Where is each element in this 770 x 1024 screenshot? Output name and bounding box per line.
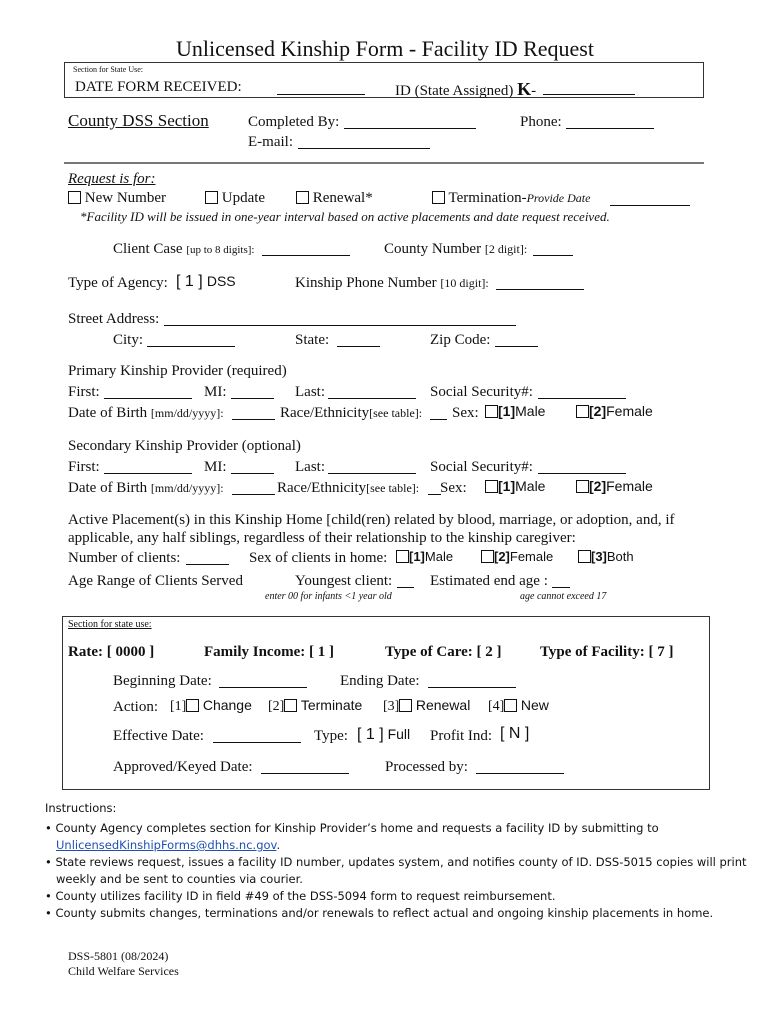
email-link[interactable]: UnlicensedKinshipForms@dhhs.nc.gov	[56, 838, 277, 852]
secondary-heading: Secondary Kinship Provider (optional)	[68, 438, 301, 454]
secondary-dob-hint: [mm/dd/yyyy]:	[150, 481, 224, 495]
secondary-first-label: First:	[68, 459, 100, 475]
processed-label: Processed by:	[385, 759, 468, 775]
instruction-2: • State reviews request, issues a facility ID number, updates system, and notifies county of ID. DSS-5015 copies will print	[45, 855, 747, 869]
sex-clients-label: Sex of clients in home:	[249, 550, 388, 566]
new-number-label: New Number	[84, 190, 166, 206]
clients-both-label: Both	[606, 549, 634, 564]
action-change-checkbox[interactable]	[186, 699, 199, 712]
county-dss-heading: County DSS Section	[68, 111, 209, 130]
new-number-checkbox[interactable]	[68, 191, 81, 204]
type-code: [ 1 ]	[357, 726, 384, 743]
provide-date-hint: Provide Date	[526, 191, 591, 205]
divider	[64, 162, 704, 164]
state-field[interactable]	[337, 333, 380, 347]
clients-male-label: Male	[424, 549, 454, 564]
bullet: •	[45, 855, 52, 869]
action-terminate-checkbox[interactable]	[284, 699, 297, 712]
primary-last-field[interactable]	[328, 385, 416, 399]
age-note: age cannot exceed 17	[520, 591, 607, 602]
age-range-label: Age Range of Clients Served	[68, 573, 243, 589]
est-end-label: Estimated end age :	[430, 573, 548, 589]
clients-female-checkbox[interactable]	[481, 550, 494, 563]
primary-first-label: First:	[68, 384, 100, 400]
begin-date-field[interactable]	[219, 674, 307, 688]
email-field[interactable]	[298, 135, 430, 149]
bullet: •	[45, 906, 52, 920]
primary-ssn-field[interactable]	[538, 385, 626, 399]
placements-line1: Active Placement(s) in this Kinship Home [child(ren) related by blood, marriage, or adoption, and, if	[68, 512, 675, 528]
state-use-heading: Section for state use:	[68, 619, 152, 630]
secondary-dob-field[interactable]	[232, 481, 275, 495]
action-change-label: Change	[202, 697, 252, 713]
primary-race-hint: [see table]:	[369, 406, 423, 420]
secondary-sex-label: Sex:	[440, 480, 467, 496]
agency-code: [ 1 ]	[176, 273, 203, 290]
end-date-label: Ending Date:	[340, 673, 420, 689]
rate: Rate: [ 0000 ]	[68, 644, 155, 660]
termination-label: Termination-	[448, 190, 527, 206]
primary-female-checkbox[interactable]	[576, 405, 589, 418]
primary-mi-field[interactable]	[231, 385, 274, 399]
action-label: Action:	[113, 699, 158, 715]
street-label: Street Address:	[68, 311, 160, 327]
secondary-female-checkbox[interactable]	[576, 480, 589, 493]
primary-sex-label: Sex:	[452, 405, 479, 421]
clients-both-checkbox[interactable]	[578, 550, 591, 563]
primary-female-label: Female	[606, 403, 653, 419]
secondary-ssn-label: Social Security#:	[430, 459, 533, 475]
secondary-first-field[interactable]	[104, 460, 192, 474]
request-note: *Facility ID will be issued in one-year interval based on active placements and date request received.	[80, 209, 610, 224]
renewal-checkbox[interactable]	[296, 191, 309, 204]
clients-female-label: Female	[509, 549, 554, 564]
termination-checkbox[interactable]	[432, 191, 445, 204]
primary-male-label: Male	[515, 403, 546, 419]
profit-value: [ N ]	[500, 725, 530, 742]
kinship-phone-label: Kinship Phone Number	[295, 275, 437, 291]
action-renewal-label: Renewal	[415, 697, 471, 713]
approved-field[interactable]	[261, 760, 349, 774]
primary-dob-label: Date of Birth	[68, 405, 148, 421]
processed-field[interactable]	[476, 760, 564, 774]
id-label: ID (State Assigned) K-	[395, 79, 537, 99]
end-date-field[interactable]	[428, 674, 516, 688]
action-new-label: New	[520, 697, 549, 713]
county-number-label: County Number	[384, 241, 482, 257]
effective-date-field[interactable]	[213, 729, 301, 743]
renewal-label: Renewal*	[312, 190, 373, 206]
client-case-field[interactable]	[262, 242, 350, 256]
primary-male-checkbox[interactable]	[485, 405, 498, 418]
secondary-male-label: Male	[515, 478, 546, 494]
bullet: •	[45, 821, 52, 835]
est-end-field[interactable]	[552, 574, 570, 588]
primary-ssn-label: Social Security#:	[430, 384, 533, 400]
action-renewal-checkbox[interactable]	[399, 699, 412, 712]
secondary-male-checkbox[interactable]	[485, 480, 498, 493]
city-field[interactable]	[147, 333, 235, 347]
request-heading: Request is for:	[68, 171, 156, 187]
secondary-race-label: Race/Ethnicity	[277, 480, 367, 496]
type-label: Type:	[314, 728, 348, 744]
date-received-field[interactable]	[277, 81, 365, 95]
client-case-label: Client Case	[113, 241, 183, 257]
instructions-list: • County Agency completes section for Kinship Provider’s home and requests a facility ID by submitting to UnlicensedKinshipForms@dhhs.nc.gov. • State reviews request, issues a facility ID number, updates system, and notifies county of ID. DSS-5015 copies will print weekly and be sent to counties via courier. • County utilizes facility ID in field #49 of the DSS-5094 form to request reimbursement. • County submits changes, terminations and/or renewals to reflect actual and ongoing kinship placements in home.	[45, 821, 747, 920]
city-label: City:	[113, 332, 144, 348]
state-use-top-box	[64, 62, 704, 98]
type-of-care: Type of Care: [ 2 ]	[385, 644, 502, 660]
kinship-phone-field[interactable]	[496, 276, 584, 290]
primary-dob-hint: [mm/dd/yyyy]:	[150, 406, 224, 420]
county-number-hint: [2 digit]:	[484, 242, 528, 256]
zip-field[interactable]	[495, 333, 538, 347]
department: Child Welfare Services	[68, 964, 179, 978]
street-field[interactable]	[164, 312, 516, 326]
county-number-field[interactable]	[533, 242, 573, 256]
secondary-female-label: Female	[606, 478, 653, 494]
termination-date-field[interactable]	[610, 192, 690, 206]
infant-note: enter 00 for infants <1 year old	[265, 591, 392, 602]
num-clients-field[interactable]	[186, 551, 229, 565]
facility-id-field[interactable]	[543, 81, 635, 95]
instruction-4: • County submits changes, terminations and/or renewals to reflect actual and ongoing kinship placements in home.	[45, 906, 714, 920]
effective-date-label: Effective Date:	[113, 728, 204, 744]
primary-race-label: Race/Ethnicity	[280, 405, 370, 421]
secondary-race-hint: [see table]:	[366, 481, 420, 495]
secondary-mi-label: MI:	[204, 459, 227, 475]
secondary-ssn-field[interactable]	[538, 460, 626, 474]
kinship-phone-hint: [10 digit]:	[440, 276, 489, 290]
type-of-facility: Type of Facility: [ 7 ]	[540, 644, 674, 660]
agency-label: Type of Agency:	[68, 275, 168, 291]
completed-by-label: Completed By:	[248, 114, 340, 130]
zip-label: Zip Code:	[430, 332, 491, 348]
agency-value: DSS	[206, 273, 236, 289]
secondary-last-field[interactable]	[328, 460, 416, 474]
phone-label: Phone:	[520, 114, 562, 130]
action-terminate-label: Terminate	[300, 697, 363, 713]
update-checkbox[interactable]	[205, 191, 218, 204]
youngest-label: Youngest client:	[295, 573, 393, 589]
num-clients-label: Number of clients:	[68, 550, 181, 566]
action-new-checkbox[interactable]	[504, 699, 517, 712]
type-full: Full	[387, 726, 411, 742]
primary-race-field[interactable]	[430, 406, 447, 420]
family-income: Family Income: [ 1 ]	[204, 644, 334, 660]
form-number: DSS-5801 (08/2024)	[68, 949, 169, 963]
primary-first-field[interactable]	[104, 385, 192, 399]
approved-label: Approved/Keyed Date:	[113, 759, 253, 775]
profit-label: Profit Ind:	[430, 728, 493, 744]
placements-line2: applicable, any half siblings, regardless of their relationship to the kinship caregiver:	[68, 530, 576, 546]
begin-date-label: Beginning Date:	[113, 673, 212, 689]
update-label: Update	[221, 190, 266, 206]
secondary-mi-field[interactable]	[231, 460, 274, 474]
primary-heading: Primary Kinship Provider (required)	[68, 363, 287, 379]
clients-male-checkbox[interactable]	[396, 550, 409, 563]
id-prefix: K	[517, 79, 532, 99]
phone-field[interactable]	[566, 115, 654, 129]
client-case-hint: [up to 8 digits]:	[186, 244, 255, 256]
page-title: Unlicensed Kinship Form - Facility ID Request	[176, 36, 594, 61]
completed-by-field[interactable]	[344, 115, 476, 129]
primary-mi-label: MI:	[204, 384, 227, 400]
primary-last-label: Last:	[295, 384, 325, 400]
secondary-last-label: Last:	[295, 459, 325, 475]
instruction-1: • County Agency completes section for Kinship Provider’s home and requests a facility ID by submitting to	[45, 821, 659, 835]
email-label: E-mail:	[248, 134, 293, 150]
date-received-label: DATE FORM RECEIVED:	[75, 79, 242, 95]
state-use-label: Section for State Use:	[73, 65, 143, 74]
instructions-heading: Instructions:	[45, 801, 117, 815]
secondary-dob-label: Date of Birth	[68, 480, 148, 496]
primary-dob-field[interactable]	[232, 406, 275, 420]
state-label: State:	[295, 332, 330, 348]
bullet: •	[45, 889, 52, 903]
youngest-field[interactable]	[397, 574, 414, 588]
instruction-3: • County utilizes facility ID in field #49 of the DSS-5094 form to request reimbursement.	[45, 889, 556, 903]
